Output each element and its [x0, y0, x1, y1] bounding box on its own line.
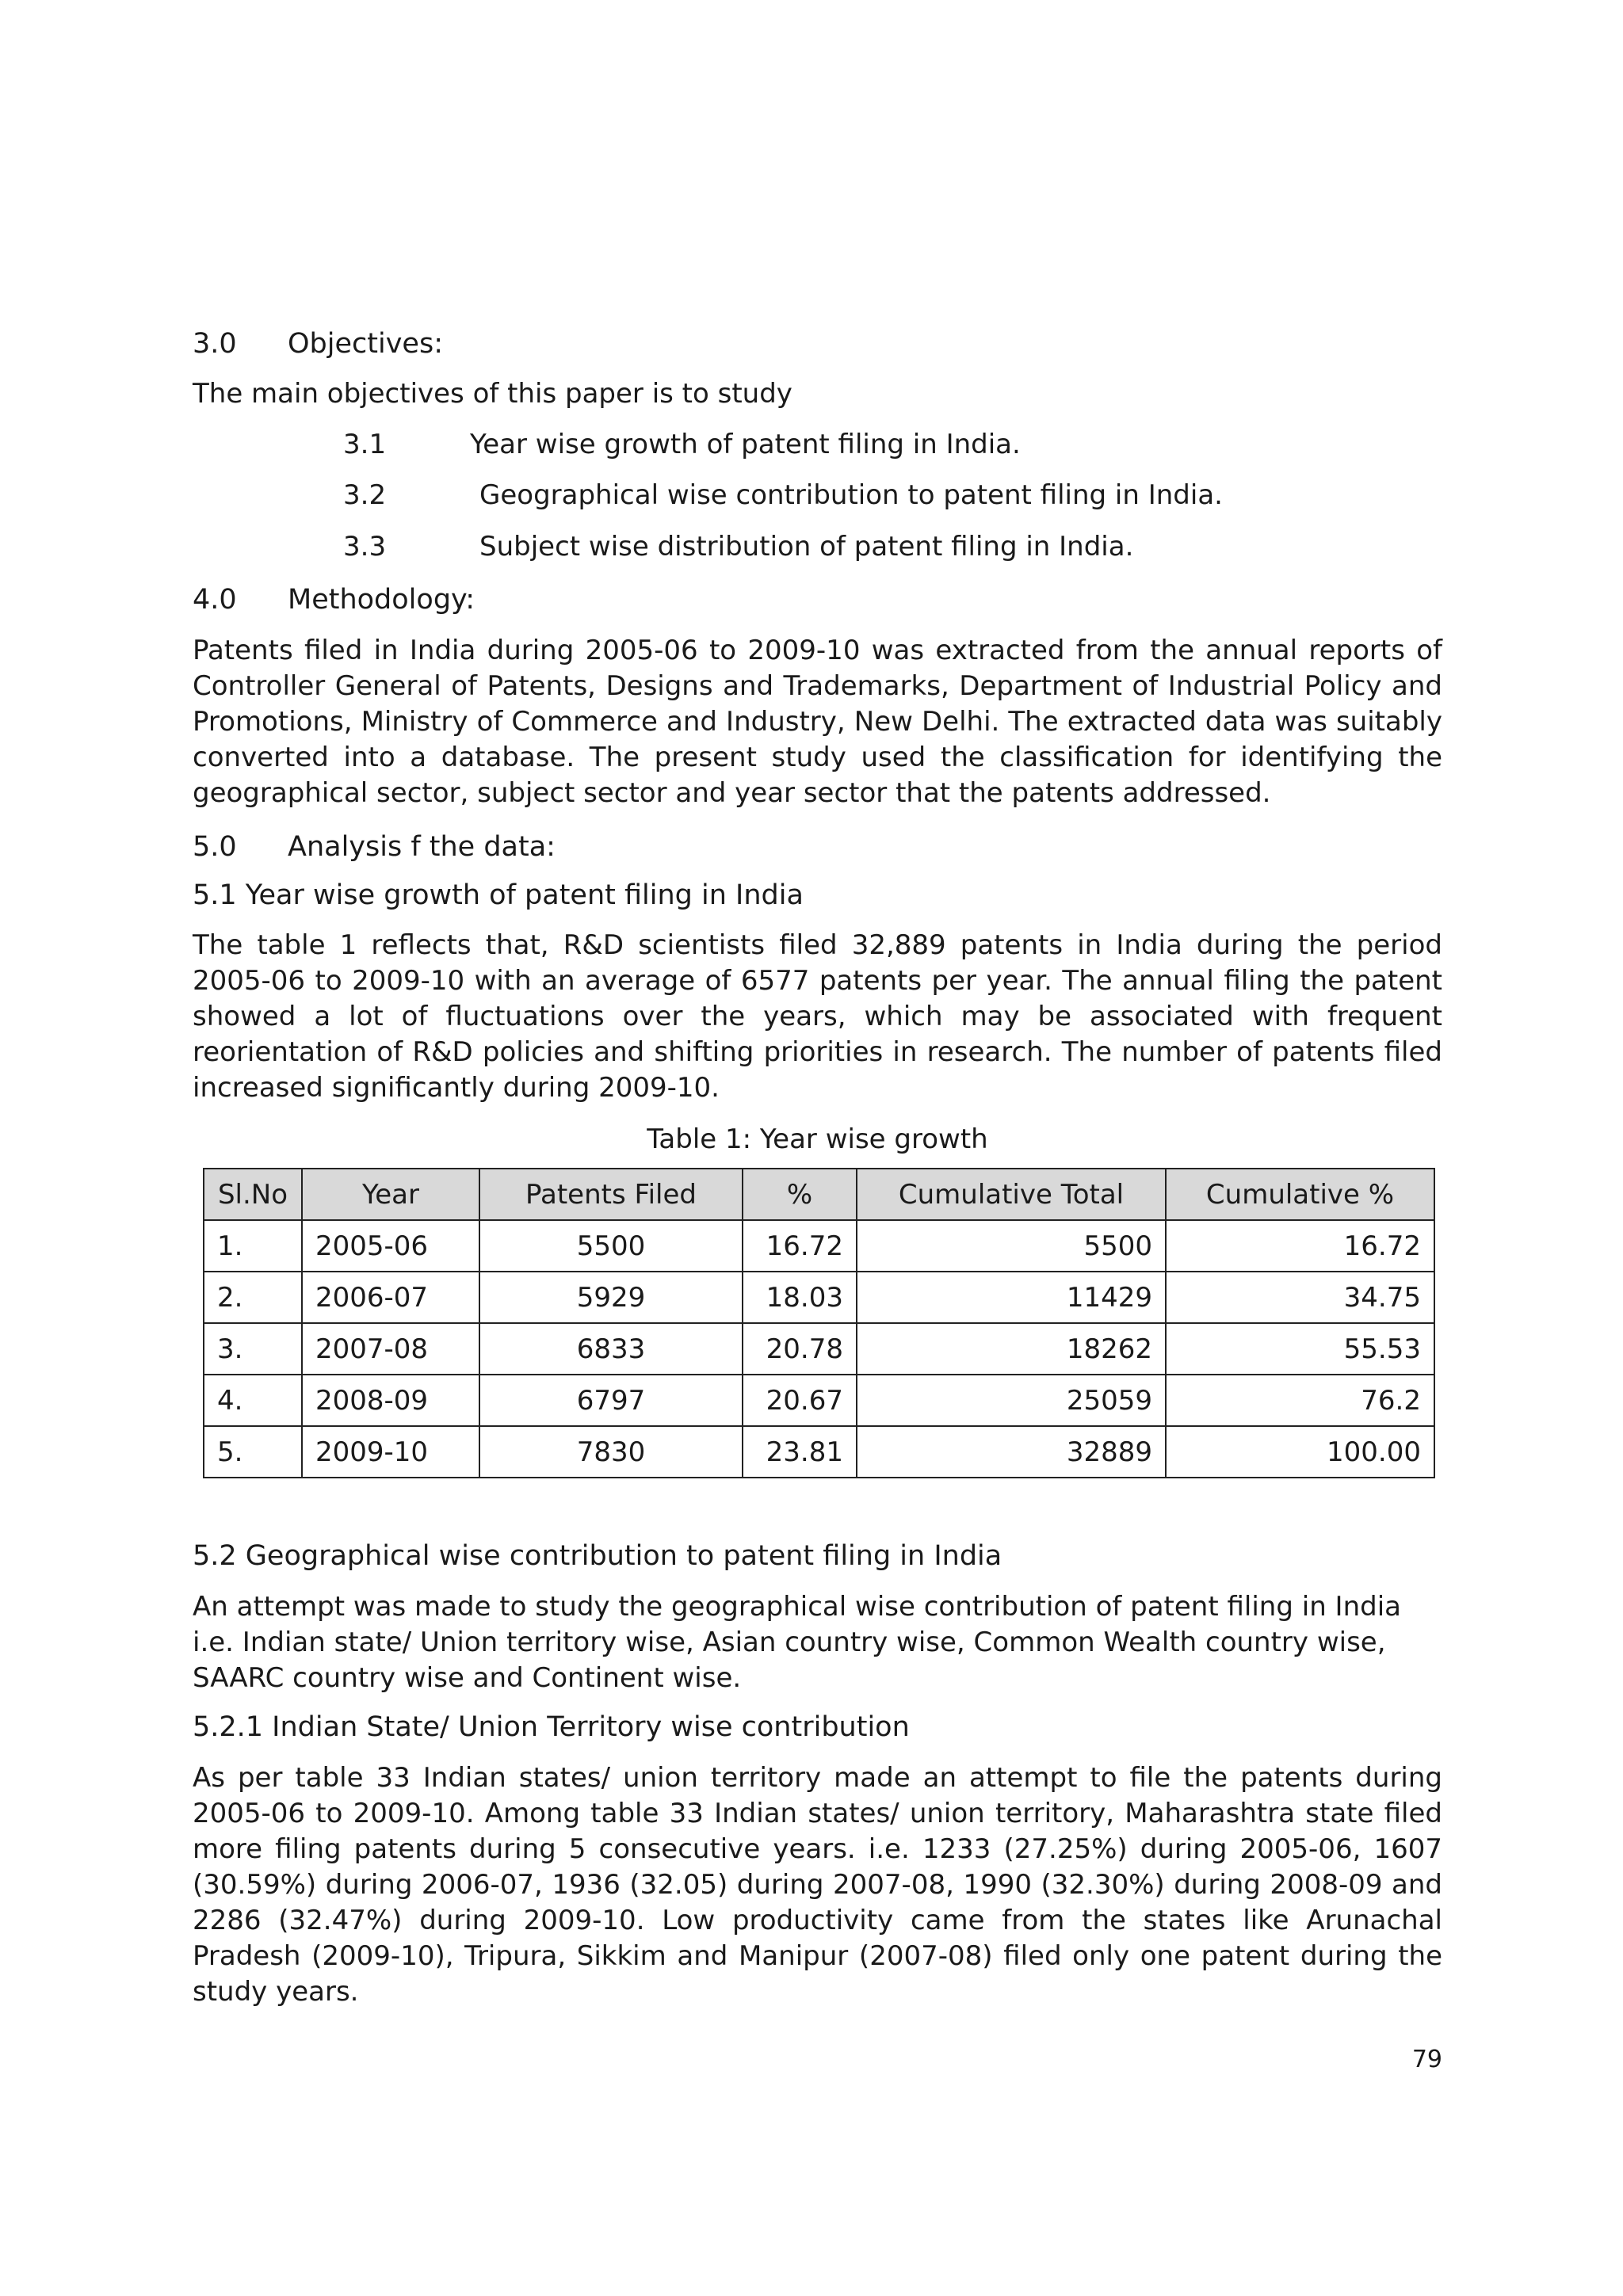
table-row: [204, 1323, 1434, 1375]
col-header-percent: %: [743, 1169, 857, 1220]
objective-item: [343, 427, 1021, 463]
subsection-5-2-1-heading: 5.2.1 Indian State/ Union Territory wise contribution: [193, 1711, 910, 1743]
subsection-5-2-paragraph: An attempt was made to study the geographical wise contribution of patent filing in India i.e. Indian state/ Union territory wise, Asian country wise, Common Wealth country wise, SAARC country wise and Continent wise.: [193, 1591, 1401, 1694]
cell-slno: 2.: [204, 1272, 302, 1323]
objective-text: Subject wise distribution of patent filing in India.: [479, 531, 1134, 563]
cell-cumulative-total: 11429: [857, 1272, 1166, 1323]
table-caption: Table 1: Year wise growth: [647, 1123, 988, 1155]
cell-percent: 16.72: [743, 1220, 857, 1272]
cell-year: 2005-06: [302, 1220, 479, 1272]
objective-text: Geographical wise contribution to patent filing in India.: [479, 479, 1223, 511]
cell-patents-filed: 5500: [479, 1220, 743, 1272]
objectives-intro: The main objectives of this paper is to study: [193, 378, 792, 410]
col-header-cumulative-total: Cumulative Total: [857, 1169, 1166, 1220]
section-5-heading: [193, 829, 1442, 865]
cell-patents-filed: 7830: [479, 1426, 743, 1478]
cell-percent: 23.81: [743, 1426, 857, 1478]
cell-slno: 3.: [204, 1323, 302, 1375]
cell-cumulative-total: 32889: [857, 1426, 1166, 1478]
cell-year: 2009-10: [302, 1426, 479, 1478]
cell-cumulative-total: 18262: [857, 1323, 1166, 1375]
cell-cumulative-total: 25059: [857, 1375, 1166, 1426]
col-header-year: Year: [302, 1169, 479, 1220]
cell-year: 2007-08: [302, 1323, 479, 1375]
cell-slno: 1.: [204, 1220, 302, 1272]
col-header-cumulative-percent: Cumulative %: [1166, 1169, 1434, 1220]
table-row: [204, 1220, 1434, 1272]
subsection-5-1-paragraph: The table 1 reflects that, R&D scientists filed 32,889 patents in India during the period 2005-06 to 2009-10 with an average of 6577 patents per year. The annual filing the patent showed a lot of fluctuations over the years, which may be associated with frequent reorientation of R&D policies and shifting priorities in research. The number of patents filed increased significantly during 2009-10.: [193, 929, 1442, 1104]
objective-number: 3.3: [343, 531, 387, 563]
cell-slno: 5.: [204, 1426, 302, 1478]
objective-item: [343, 529, 1133, 565]
page-number: 79: [1411, 2046, 1442, 2073]
section-number: 4.0: [193, 584, 237, 616]
cell-cumulative-percent: 16.72: [1166, 1220, 1434, 1272]
section-title: Analysis f the data:: [288, 831, 556, 863]
subsection-5-2-heading: 5.2 Geographical wise contribution to patent filing in India: [193, 1540, 1002, 1572]
cell-cumulative-percent: 34.75: [1166, 1272, 1434, 1323]
section-number: 5.0: [193, 831, 237, 863]
subsection-5-1-heading: 5.1 Year wise growth of patent filing in India: [193, 879, 804, 911]
table-row: [204, 1426, 1434, 1478]
cell-percent: 18.03: [743, 1272, 857, 1323]
cell-cumulative-percent: 55.53: [1166, 1323, 1434, 1375]
cell-year: 2006-07: [302, 1272, 479, 1323]
year-wise-growth-table: [203, 1168, 1435, 1478]
section-title: Objectives:: [288, 328, 443, 360]
table-row: [204, 1375, 1434, 1426]
cell-patents-filed: 6797: [479, 1375, 743, 1426]
cell-cumulative-percent: 76.2: [1166, 1375, 1434, 1426]
subsection-5-2-1-paragraph: As per table 33 Indian states/ union territory made an attempt to file the patents during 2005-06 to 2009-10. Among table 33 Indian states/ union territory, Maharashtra state filed more filing patents during 5 consecutive years. i.e. 1233 (27.25%) during 2005-06, 1607 (30.59%) during 2006-07, 1936 (32.05) during 2007-08, 1990 (32.30%) during 2008-09 and 2286 (32.47%) during 2009-10. Low productivity came from the states like Arunachal Pradesh (2009-10), Tripura, Sikkim and Manipur (2007-08) filed only one patent during the study years.: [193, 1762, 1442, 2008]
methodology-paragraph: Patents filed in India during 2005-06 to 2009-10 was extracted from the annual reports of Controller General of Patents, Designs and Trademarks, Department of Industrial Policy and Promotions, Ministry of Commerce and Industry, New Delhi. The extracted data was suitably converted into a database. The present study used the classification for identifying the geographical sector, subject sector and year sector that the patents addressed.: [193, 635, 1442, 809]
cell-slno: 4.: [204, 1375, 302, 1426]
objective-number: 3.1: [343, 429, 387, 460]
table-row: [204, 1272, 1434, 1323]
section-3-heading: [193, 326, 1442, 362]
cell-patents-filed: 5929: [479, 1272, 743, 1323]
section-number: 3.0: [193, 328, 237, 360]
cell-percent: 20.67: [743, 1375, 857, 1426]
col-header-patents-filed: Patents Filed: [479, 1169, 743, 1220]
cell-patents-filed: 6833: [479, 1323, 743, 1375]
objective-text: Year wise growth of patent filing in India.: [470, 429, 1021, 460]
cell-cumulative-total: 5500: [857, 1220, 1166, 1272]
section-4-heading: [193, 582, 1442, 618]
objective-item: [343, 478, 1223, 513]
cell-cumulative-percent: 100.00: [1166, 1426, 1434, 1478]
table-header-row: [204, 1169, 1434, 1220]
cell-percent: 20.78: [743, 1323, 857, 1375]
col-header-slno: Sl.No: [204, 1169, 302, 1220]
objective-number: 3.2: [343, 479, 387, 511]
section-title: Methodology:: [288, 584, 475, 616]
cell-year: 2008-09: [302, 1375, 479, 1426]
